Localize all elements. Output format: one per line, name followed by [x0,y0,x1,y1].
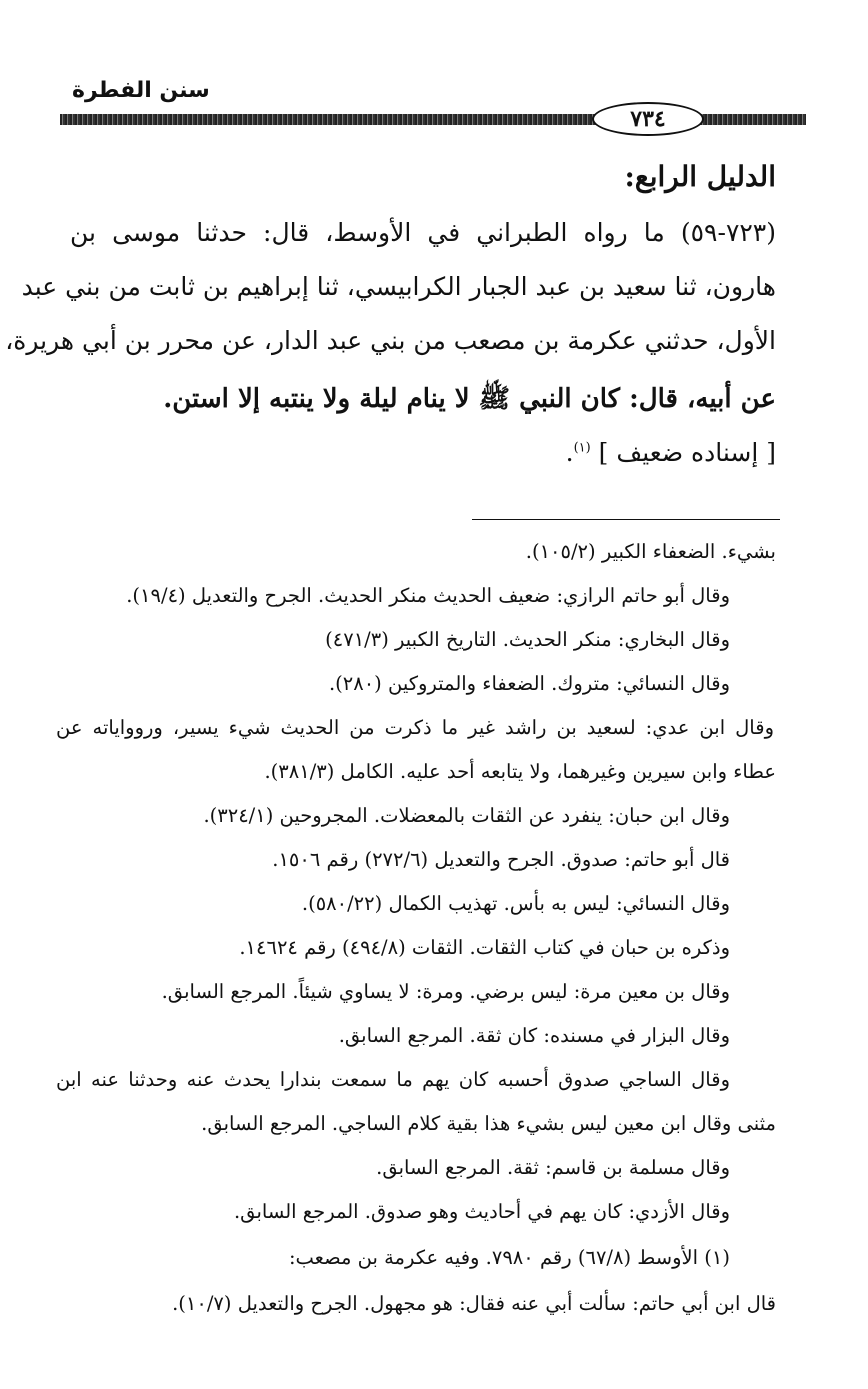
footnote-line: وقال ابن حبان: ينفرد عن الثقات بالمعضلات. المجروحين (٣٢٤/١). [203,804,730,827]
footnote-line: قال أبو حاتم: صدوق. الجرح والتعديل (٢٧٢/٦) رقم ١٥٠٦. [272,848,730,871]
footnote-line: وقال الساجي صدوق أحسبه كان يهم ما سمعت بندارا يحدث عنه وحدثنا عنه ابن [56,1068,730,1091]
footnote-line: وقال ابن عدي: لسعيد بن راشد غير ما ذكرت من الحديث شيء يسير، وروواياته عن [56,716,774,739]
footnote-line: (١) الأوسط (٦٧/٨) رقم ٧٩٨٠. وفيه عكرمة بن مصعب: [288,1246,730,1269]
body-line-2: هارون، ثنا سعيد بن عبد الجبار الكرابيسي، ثنا إبراهيم بن ثابت من بني عبد [21,272,776,301]
hadith-text: عن أبيه، قال: كان النبي ﷺ لا ينام ليلة ولا ينتبه إلا استن. [163,384,776,414]
footnote-line: وقال بن معين مرة: ليس برضي. ومرة: لا يساوي شيئاً. المرجع السابق. [161,980,730,1003]
footnote-line: وقال البخاري: منكر الحديث. التاريخ الكبير (٤٧١/٣) [325,628,730,651]
footnote-line: بشيء. الضعفاء الكبير (١٠٥/٢). [525,540,776,563]
body-line-3: الأول، حدثني عكرمة بن مصعب من بني عبد الدار، عن محرر بن أبي هريرة، [5,326,776,355]
footnote-line: عطاء وابن سيرين وغيرهما، ولا يتابعه أحد عليه. الكامل (٣٨١/٣). [264,760,776,783]
body-line-1: (٧٢٣-٥٩) ما رواه الطبراني في الأوسط، قال: حدثنا موسى بن [70,218,776,247]
footnote-line: وقال الأزدي: كان يهم في أحاديث وهو صدوق. المرجع السابق. [233,1200,730,1223]
page-number: ٧٣٤ [592,102,704,136]
grading-text: [ إسناده ضعيف ] [598,438,776,467]
footnote-marker: (١) [573,440,591,456]
footnote-line: وقال أبو حاتم الرازي: ضعيف الحديث منكر الحديث. الجرح والتعديل (١٩/٤). [126,584,730,607]
footnote-line: وذكره بن حبان في كتاب الثقات. الثقات (٤٩٤/٨) رقم ١٤٦٢٤. [239,936,730,959]
footnote-line: وقال البزار في مسنده: كان ثقة. المرجع السابق. [338,1024,730,1047]
running-title: سنن الفطرة [72,78,210,103]
footnote-line: مثنى وقال ابن معين ليس بشيء هذا بقية كلام الساجي. المرجع السابق. [201,1112,776,1135]
footnote-line: وقال مسلمة بن قاسم: ثقة. المرجع السابق. [376,1156,730,1179]
footnote-line: وقال النسائي: متروك. الضعفاء والمتروكين (٢٨٠). [328,672,730,695]
footnote-separator [472,519,780,520]
footnote-line: وقال النسائي: ليس به بأس. تهذيب الكمال (٥٨٠/٢٢). [301,892,730,915]
grading-end: . [565,438,574,467]
grading-line [70,438,776,467]
section-heading: الدليل الرابع: [624,160,776,193]
footnote-line: قال ابن أبي حاتم: سألت أبي عنه فقال: هو مجهول. الجرح والتعديل (١٠/٧). [172,1292,776,1315]
